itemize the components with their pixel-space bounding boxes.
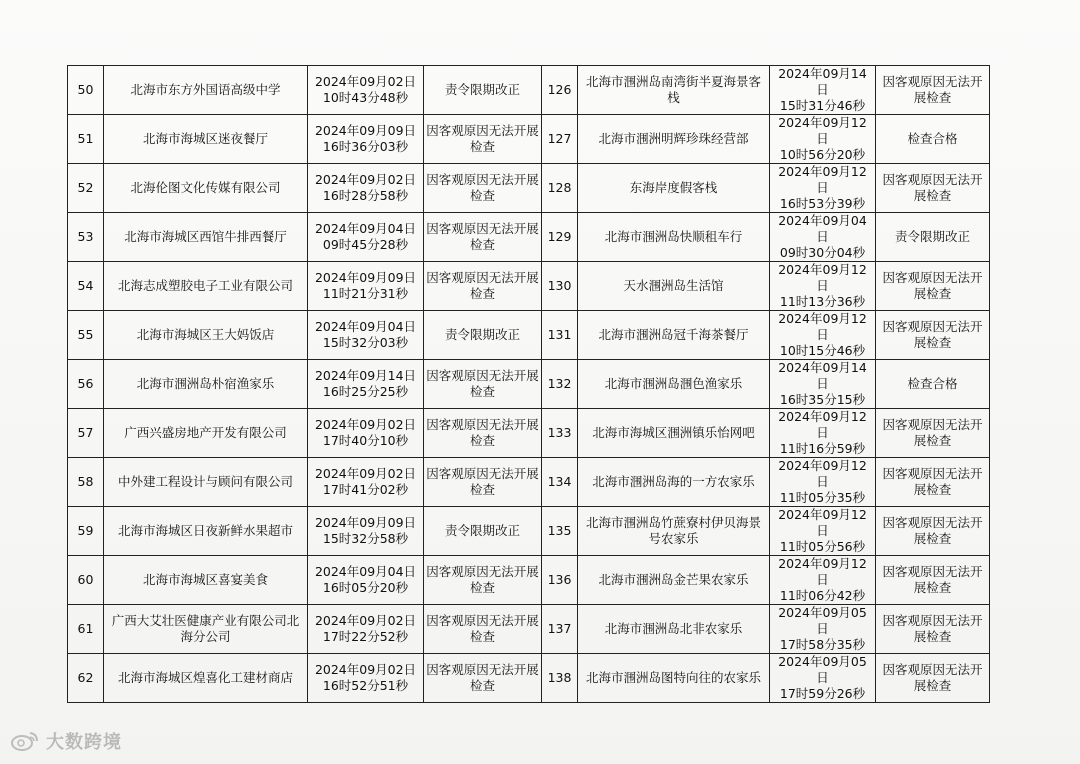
row-number-right: 134 [542,458,578,507]
inspection-result-left: 责令限期改正 [424,507,542,556]
inspection-date: 2024年09月09日 [314,270,417,285]
row-number-left: 60 [68,556,104,605]
company-name-left: 中外建工程设计与顾问有限公司 [104,458,308,507]
company-name-left: 北海市海城区王大妈饭店 [104,311,308,360]
table-row [68,311,990,360]
inspection-time-left [308,458,424,507]
inspection-result-right: 因客观原因无法开展检查 [876,458,990,507]
inspection-date: 2024年09月14日 [314,368,417,383]
inspection-result-left: 因客观原因无法开展检查 [424,409,542,458]
inspection-date: 2024年09月14日 [778,66,867,97]
table-row [68,164,990,213]
row-number-left: 57 [68,409,104,458]
row-number-left: 55 [68,311,104,360]
inspection-date: 2024年09月12日 [778,311,867,342]
inspection-result-left: 因客观原因无法开展检查 [424,605,542,654]
inspection-clock-time: 10时43分48秒 [322,90,409,105]
inspection-date: 2024年09月14日 [778,360,867,391]
inspection-date: 2024年09月12日 [778,164,867,195]
row-number-left: 62 [68,654,104,703]
inspection-date: 2024年09月04日 [778,213,867,244]
inspection-result-right: 因客观原因无法开展检查 [876,556,990,605]
row-number-right: 136 [542,556,578,605]
inspection-time-right [770,409,876,458]
company-name-left: 北海市涠洲岛朴宿渔家乐 [104,360,308,409]
inspection-clock-time: 09时45分28秒 [322,237,409,252]
inspection-clock-time: 16时36分03秒 [322,139,409,154]
company-name-right: 北海市海城区涠洲镇乐怡网吧 [578,409,770,458]
row-number-right: 132 [542,360,578,409]
inspection-time-right [770,164,876,213]
watermark [10,728,122,754]
inspection-result-left: 责令限期改正 [424,66,542,115]
inspection-result-left: 因客观原因无法开展检查 [424,164,542,213]
inspection-time-left [308,360,424,409]
row-number-left: 51 [68,115,104,164]
row-number-right: 127 [542,115,578,164]
inspection-clock-time: 15时31分46秒 [779,98,866,113]
company-name-left: 广西大艾壮医健康产业有限公司北海分公司 [104,605,308,654]
inspection-clock-time: 16时05分20秒 [322,580,409,595]
inspection-date: 2024年09月12日 [778,507,867,538]
row-number-left: 50 [68,66,104,115]
inspection-result-right: 因客观原因无法开展检查 [876,262,990,311]
company-name-left: 广西兴盛房地产开发有限公司 [104,409,308,458]
inspection-clock-time: 15时32分03秒 [322,335,409,350]
inspection-clock-time: 17时58分35秒 [779,637,866,652]
inspection-result-right: 因客观原因无法开展检查 [876,164,990,213]
row-number-left: 53 [68,213,104,262]
inspection-date: 2024年09月12日 [778,115,867,146]
inspection-time-right [770,654,876,703]
inspection-result-right: 因客观原因无法开展检查 [876,66,990,115]
inspection-time-right [770,66,876,115]
inspection-clock-time: 11时16分59秒 [779,441,866,456]
table-row [68,654,990,703]
inspection-result-right: 因客观原因无法开展检查 [876,654,990,703]
inspection-result-left: 因客观原因无法开展检查 [424,654,542,703]
inspection-time-right [770,213,876,262]
inspection-time-right [770,605,876,654]
company-name-right: 北海市涠洲明辉珍珠经营部 [578,115,770,164]
inspection-date: 2024年09月04日 [314,221,417,236]
company-name-right: 东海岸度假客栈 [578,164,770,213]
inspection-clock-time: 10时56分20秒 [779,147,866,162]
inspection-date: 2024年09月02日 [314,172,417,187]
inspection-date: 2024年09月05日 [778,605,867,636]
inspection-date: 2024年09月02日 [314,417,417,432]
company-name-left: 北海市东方外国语高级中学 [104,66,308,115]
inspection-time-right [770,507,876,556]
inspection-result-right: 责令限期改正 [876,213,990,262]
table-row [68,115,990,164]
table-row [68,213,990,262]
inspection-date: 2024年09月09日 [314,515,417,530]
inspection-result-right: 因客观原因无法开展检查 [876,409,990,458]
row-number-left: 54 [68,262,104,311]
watermark-text: 大数跨境 [46,732,122,753]
inspection-clock-time: 17时22分52秒 [322,629,409,644]
row-number-left: 59 [68,507,104,556]
inspection-time-right [770,262,876,311]
inspection-result-left: 因客观原因无法开展检查 [424,115,542,164]
table-row [68,605,990,654]
row-number-right: 129 [542,213,578,262]
inspection-date: 2024年09月09日 [314,123,417,138]
inspection-time-right [770,115,876,164]
inspection-date: 2024年09月12日 [778,458,867,489]
table-row [68,262,990,311]
company-name-left: 北海市海城区西馆牛排西餐厅 [104,213,308,262]
company-name-right: 北海市涠洲岛冠千海茶餐厅 [578,311,770,360]
inspection-clock-time: 16时28分58秒 [322,188,409,203]
company-name-left: 北海市海城区迷夜餐厅 [104,115,308,164]
inspection-clock-time: 16时53分39秒 [779,196,866,211]
inspection-date: 2024年09月12日 [778,409,867,440]
inspection-clock-time: 11时21分31秒 [322,286,409,301]
inspection-time-left [308,66,424,115]
inspection-clock-time: 16时25分25秒 [322,384,409,399]
row-number-right: 131 [542,311,578,360]
company-name-left: 北海市海城区煌喜化工建材商店 [104,654,308,703]
company-name-left: 北海志成塑胶电子工业有限公司 [104,262,308,311]
inspection-result-right: 检查合格 [876,360,990,409]
inspection-clock-time: 17时40分10秒 [322,433,409,448]
company-name-right: 北海市涠洲岛金芒果农家乐 [578,556,770,605]
company-name-left: 北海市海城区喜宴美食 [104,556,308,605]
inspection-clock-time: 16时52分51秒 [322,678,409,693]
inspection-time-left [308,654,424,703]
inspection-time-left [308,507,424,556]
inspection-date: 2024年09月12日 [778,262,867,293]
row-number-right: 137 [542,605,578,654]
company-name-right: 北海市涠洲岛北非农家乐 [578,605,770,654]
inspection-time-right [770,311,876,360]
inspection-time-left [308,164,424,213]
inspection-result-right: 因客观原因无法开展检查 [876,311,990,360]
inspection-clock-time: 15时32分58秒 [322,531,409,546]
inspection-clock-time: 11时05分56秒 [779,539,866,554]
company-name-right: 北海市涠洲岛海的一方农家乐 [578,458,770,507]
inspection-table [67,65,990,703]
company-name-left: 北海市海城区日夜新鲜水果超市 [104,507,308,556]
inspection-time-left [308,213,424,262]
inspection-date: 2024年09月02日 [314,613,417,628]
row-number-right: 138 [542,654,578,703]
inspection-date: 2024年09月12日 [778,556,867,587]
inspection-time-left [308,605,424,654]
table-row [68,360,990,409]
row-number-right: 135 [542,507,578,556]
inspection-time-left [308,556,424,605]
row-number-right: 133 [542,409,578,458]
row-number-left: 61 [68,605,104,654]
inspection-date: 2024年09月02日 [314,466,417,481]
inspection-result-right: 检查合格 [876,115,990,164]
inspection-date: 2024年09月02日 [314,74,417,89]
row-number-left: 56 [68,360,104,409]
inspection-result-right: 因客观原因无法开展检查 [876,507,990,556]
inspection-result-left: 责令限期改正 [424,311,542,360]
company-name-right: 北海市涠洲岛快顺租车行 [578,213,770,262]
inspection-clock-time: 11时13分36秒 [779,294,866,309]
inspection-clock-time: 17时59分26秒 [779,686,866,701]
row-number-left: 52 [68,164,104,213]
inspection-time-left [308,115,424,164]
inspection-result-left: 因客观原因无法开展检查 [424,213,542,262]
table-row [68,556,990,605]
inspection-clock-time: 09时30分04秒 [779,245,866,260]
inspection-time-left [308,311,424,360]
inspection-date: 2024年09月04日 [314,564,417,579]
row-number-right: 128 [542,164,578,213]
inspection-clock-time: 16时35分15秒 [779,392,866,407]
inspection-date: 2024年09月05日 [778,654,867,685]
inspection-date: 2024年09月04日 [314,319,417,334]
inspection-date: 2024年09月02日 [314,662,417,677]
inspection-clock-time: 11时05分35秒 [779,490,866,505]
table-row [68,66,990,115]
inspection-time-left [308,409,424,458]
row-number-left: 58 [68,458,104,507]
inspection-result-right: 因客观原因无法开展检查 [876,605,990,654]
inspection-result-left: 因客观原因无法开展检查 [424,458,542,507]
weibo-logo-icon [10,730,40,752]
inspection-result-left: 因客观原因无法开展检查 [424,360,542,409]
company-name-right: 北海市涠洲岛图特向往的农家乐 [578,654,770,703]
table-row [68,458,990,507]
inspection-time-left [308,262,424,311]
table-body [68,66,990,703]
inspection-result-left: 因客观原因无法开展检查 [424,556,542,605]
company-name-right: 北海市涠洲岛涠色渔家乐 [578,360,770,409]
table-row [68,409,990,458]
row-number-right: 126 [542,66,578,115]
company-name-right: 北海市涠洲岛竹蔗寮村伊贝海景号农家乐 [578,507,770,556]
company-name-left: 北海伦图文化传媒有限公司 [104,164,308,213]
inspection-time-right [770,556,876,605]
inspection-clock-time: 11时06分42秒 [779,588,866,603]
company-name-right: 天水涠洲岛生活馆 [578,262,770,311]
table-row [68,507,990,556]
inspection-time-right [770,458,876,507]
row-number-right: 130 [542,262,578,311]
inspection-clock-time: 17时41分02秒 [322,482,409,497]
inspection-result-left: 因客观原因无法开展检查 [424,262,542,311]
inspection-clock-time: 10时15分46秒 [779,343,866,358]
inspection-time-right [770,360,876,409]
company-name-right: 北海市涠洲岛南湾街半夏海景客栈 [578,66,770,115]
